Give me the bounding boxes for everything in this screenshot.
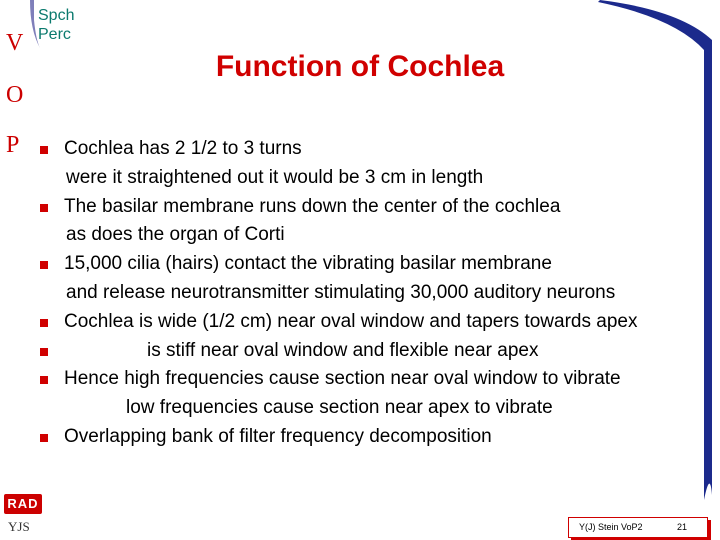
slide-title: Function of Cochlea xyxy=(215,50,505,83)
bullet-item xyxy=(40,365,700,394)
bullet-text: and release neurotransmitter stimulating 30,000 auditory neurons xyxy=(66,281,616,303)
bullet-text: is stiff near oval window and flexible near apex xyxy=(147,339,539,361)
side-letter-v: V xyxy=(6,30,24,56)
bullet-continuation xyxy=(40,394,700,423)
bullet-text: Hence high frequencies cause section near oval window to vibrate xyxy=(64,368,621,390)
footer-box xyxy=(568,517,708,538)
page-number: 21 xyxy=(676,522,687,532)
bullet-item xyxy=(40,337,700,366)
bullet-marker-icon xyxy=(40,319,48,327)
bullet-text: 15,000 cilia (hairs) contact the vibrating basilar membrane xyxy=(64,253,552,275)
bullet-marker-icon xyxy=(40,204,48,212)
bullet-marker-icon xyxy=(40,261,48,269)
bullet-item xyxy=(40,308,700,337)
topic-line-1: Spch xyxy=(38,7,75,24)
bullet-item xyxy=(40,135,700,164)
bullet-text: low frequencies cause section near apex to vibrate xyxy=(126,397,553,419)
side-letter-o: O xyxy=(6,82,24,108)
topic-line-2: Perc xyxy=(38,26,71,43)
author-initials: YJS xyxy=(8,519,30,534)
footer-credit: Y(J) Stein VoP2 xyxy=(579,522,643,532)
bullet-item xyxy=(40,250,700,279)
bullet-list xyxy=(40,135,700,452)
bullet-marker-icon xyxy=(40,376,48,384)
bullet-text: The basilar membrane runs down the center of the cochlea xyxy=(64,195,561,217)
bullet-marker-icon xyxy=(40,434,48,442)
bullet-text: Cochlea is wide (1/2 cm) near oval window and tapers towards apex xyxy=(64,310,638,332)
bullet-item xyxy=(40,193,700,222)
bullet-marker-icon xyxy=(40,348,48,356)
rad-logo: RAD xyxy=(4,494,42,514)
bullet-continuation xyxy=(40,221,700,250)
bullet-marker-icon xyxy=(40,146,48,154)
bullet-text: were it straightened out it would be 3 cm in length xyxy=(66,166,484,188)
bullet-text: Cochlea has 2 1/2 to 3 turns xyxy=(64,138,302,159)
bullet-continuation xyxy=(40,279,700,308)
topic-label xyxy=(38,6,74,44)
bullet-text: as does the organ of Corti xyxy=(66,224,285,246)
bullet-item xyxy=(40,423,700,452)
bullet-continuation xyxy=(40,164,700,193)
side-letter-p: P xyxy=(6,132,20,158)
bullet-text: Overlapping bank of filter frequency decomposition xyxy=(64,425,492,447)
